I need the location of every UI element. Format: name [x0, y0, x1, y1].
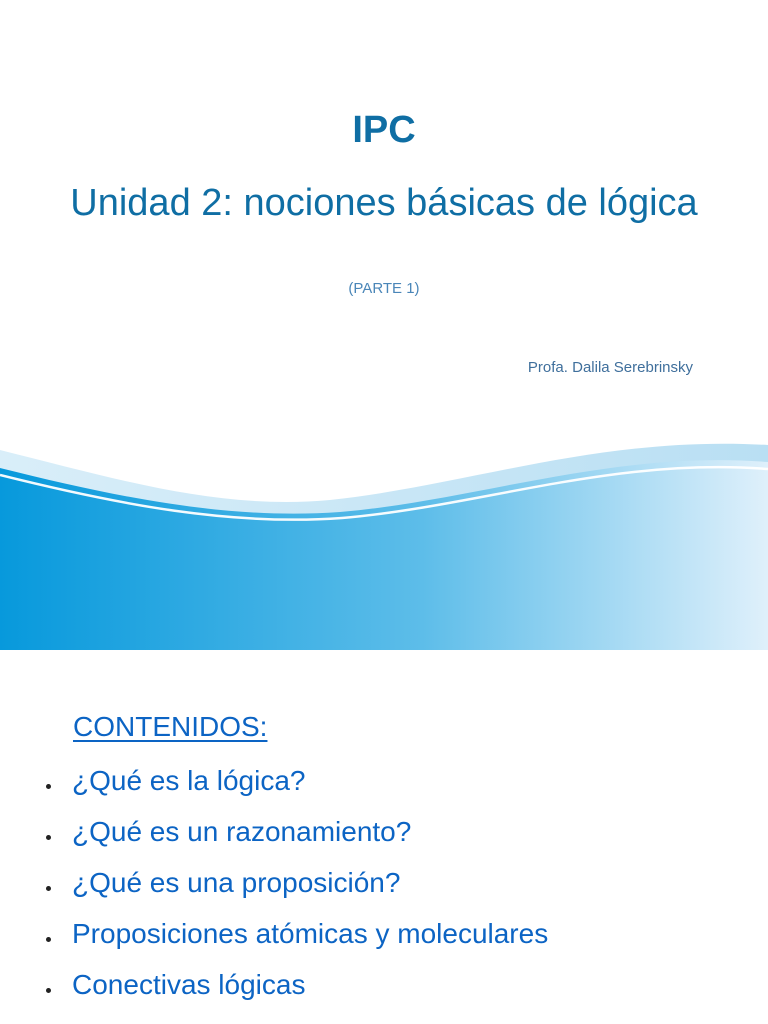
slide-part-label: (PARTE 1)	[348, 280, 420, 297]
bullet-icon	[46, 835, 51, 840]
slide-title: IPC	[352, 109, 416, 151]
bullet-icon	[46, 886, 51, 891]
bullet-icon	[46, 784, 51, 789]
list-item-text: ¿Qué es un razonamiento?	[72, 816, 412, 847]
bullet-icon	[46, 937, 51, 942]
slide-subtitle: Unidad 2: nociones básicas de lógica	[70, 182, 698, 224]
decorative-wave-band	[0, 420, 768, 655]
slide-author: Profa. Dalila Serebrinsky	[527, 359, 693, 376]
contents-heading: CONTENIDOS:	[73, 711, 268, 742]
bullet-icon	[46, 988, 51, 993]
list-item-text: Proposiciones atómicas y moleculares	[72, 918, 549, 949]
list-item-text: ¿Qué es la lógica?	[72, 765, 306, 796]
list-item-text: Conectivas lógicas	[72, 969, 306, 1000]
list-item-text: ¿Qué es una proposición?	[72, 867, 401, 898]
